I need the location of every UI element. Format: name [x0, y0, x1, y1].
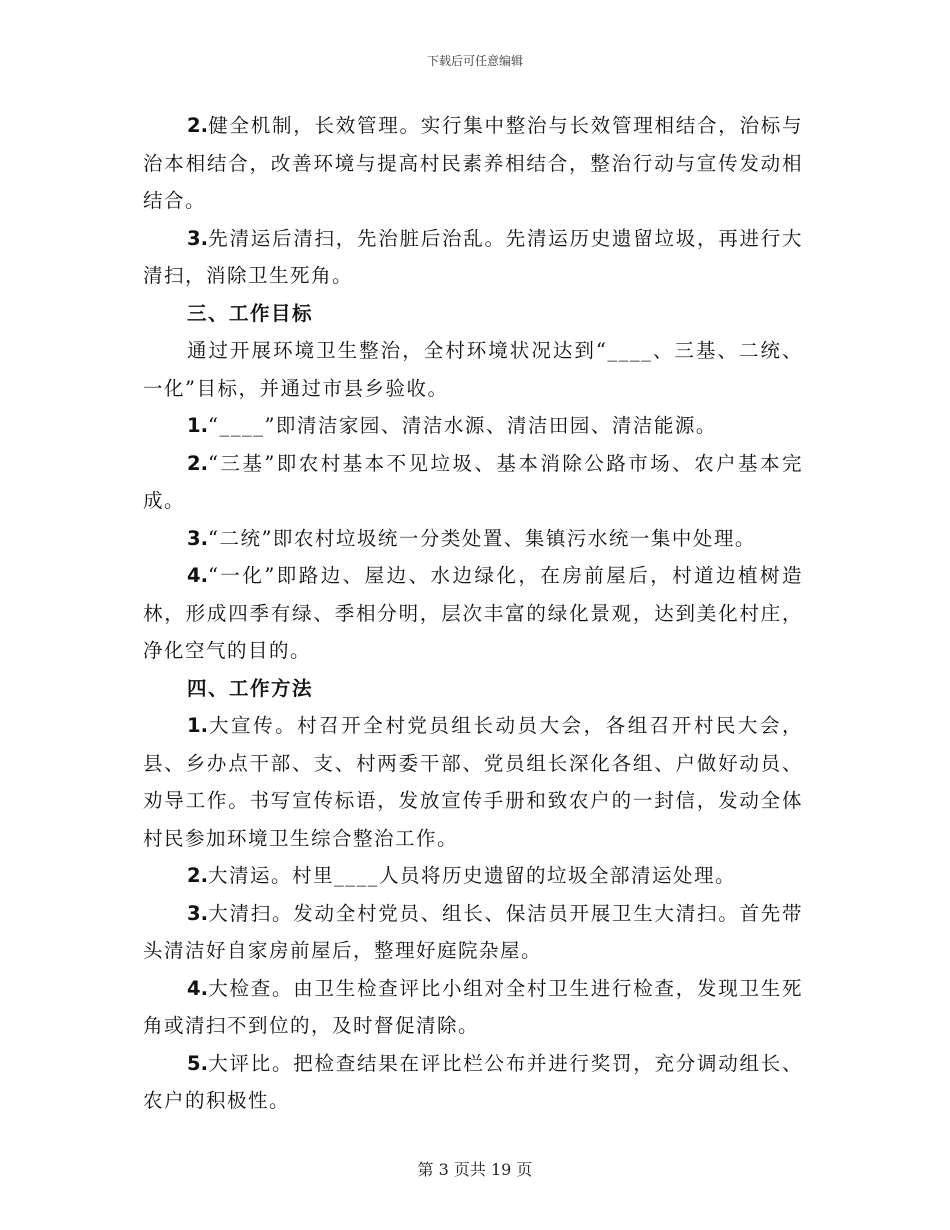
- item-number: 2.: [187, 451, 208, 475]
- item-number: 3.: [187, 901, 208, 925]
- item-number: 3.: [187, 526, 208, 550]
- paragraph: [143, 445, 803, 520]
- paragraph: [143, 707, 803, 857]
- item-number: 3.: [187, 226, 208, 250]
- item-number: 1.: [187, 714, 208, 737]
- item-number: 2.: [187, 864, 208, 887]
- paragraph-text: “一化”即路边、屋边、水边绿化，在房前屋后，村道边植树造林，形成四季有绿、季相分明，层次丰富的绿化景观，达到美化村庄，净化空气的目的。: [143, 564, 803, 662]
- paragraph-text: “____”即清洁家园、清洁水源、清洁田园、清洁能源。: [207, 414, 717, 437]
- item-number: 5.: [187, 1051, 208, 1075]
- section-heading: 四、工作方法: [187, 676, 314, 700]
- paragraph-text: 大评比。把检查结果在评比栏公布并进行奖罚，充分调动组长、农户的积极性。: [143, 1051, 803, 1112]
- item-number: 2.: [187, 114, 208, 137]
- page-header: 下载后可任意编辑: [426, 54, 523, 68]
- paragraph-text: 大检查。由卫生检查评比小组对全村卫生进行检查，发现卫生死角或清扫不到位的，及时督促清除。: [143, 976, 803, 1037]
- paragraph-text: “二统”即农村垃圾统一分类处置、集镇污水统一集中处理。: [207, 526, 756, 550]
- paragraph: [143, 332, 803, 407]
- page-footer: 第 3 页共 19 页: [417, 1160, 533, 1179]
- paragraph: [143, 520, 803, 558]
- paragraph: [143, 220, 803, 295]
- paragraph-text: 先清运后清扫，先治脏后治乱。先清运历史遗留垃圾，再进行大清扫，消除卫生死角。: [143, 226, 803, 287]
- paragraph: [143, 107, 803, 220]
- item-number: 4.: [187, 564, 208, 587]
- paragraph: [143, 407, 803, 445]
- section-heading: 三、工作目标: [187, 301, 314, 325]
- paragraph-text: 大宣传。村召开全村党员组长动员大会，各组召开村民大会，县、乡办点干部、支、村两委干部、党员组长深化各组、户做好动员、劝导工作。书写宣传标语，发放宣传手册和致农户的一封信，发动全体村民参加环境卫生综合整治工作。: [143, 714, 803, 850]
- item-number: 1.: [187, 414, 208, 437]
- paragraph: [143, 970, 803, 1045]
- paragraph-text: 健全机制，长效管理。实行集中整治与长效管理相结合，治标与治本相结合，改善环境与提高村民素养相结合，整治行动与宣传发动相结合。: [143, 114, 803, 212]
- document-body: [143, 107, 803, 1120]
- paragraph: [143, 857, 803, 895]
- paragraph: [143, 895, 803, 970]
- item-number: 4.: [187, 976, 208, 1000]
- paragraph-text: 大清运。村里____人员将历史遗留的垃圾全部清运处理。: [207, 864, 736, 887]
- paragraph-text: 通过开展环境卫生整治，全村环境状况达到“____、三基、二统、一化”目标，并通过市县乡验收。: [143, 339, 803, 400]
- paragraph-text: 大清扫。发动全村党员、组长、保洁员开展卫生大清扫。首先带头清洁好自家房前屋后，整理好庭院杂屋。: [143, 901, 803, 962]
- paragraph-text: “三基”即农村基本不见垃圾、基本消除公路市场、农户基本完成。: [143, 451, 803, 512]
- paragraph: [143, 1045, 803, 1120]
- paragraph: [143, 557, 803, 670]
